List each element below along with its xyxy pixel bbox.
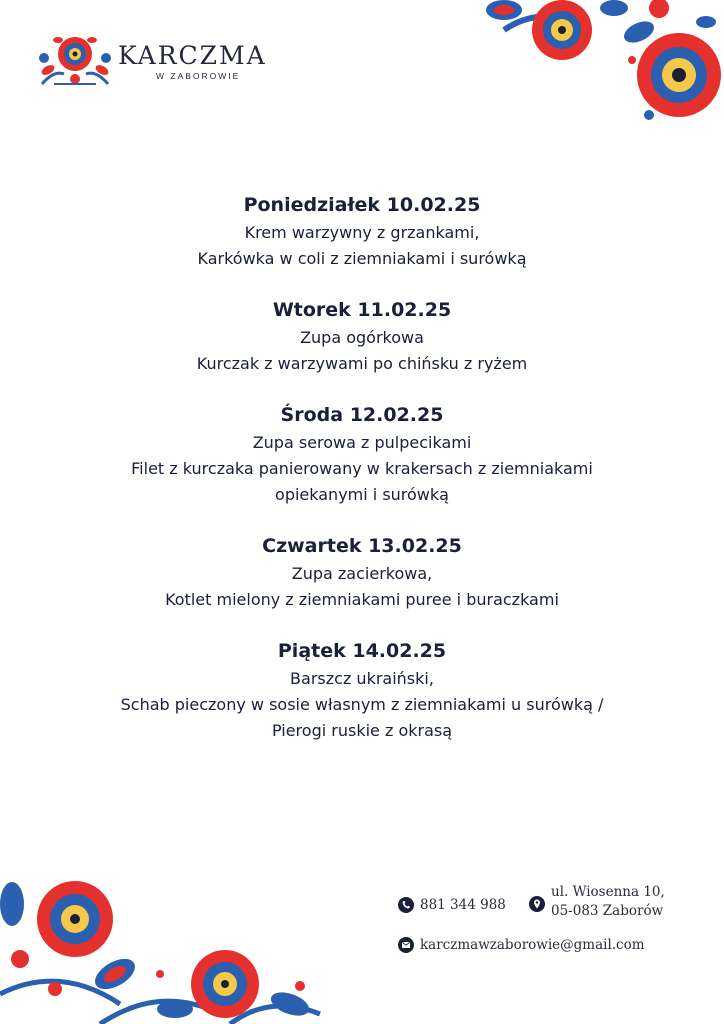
folk-flower-logo-icon <box>34 30 116 88</box>
dish: Pierogi ruskie z okrasą <box>271 721 453 740</box>
phone-icon <box>398 897 414 913</box>
dish: Kurczak z warzywami po chińsku z ryżem <box>196 354 528 373</box>
day-title: Poniedziałek 10.02.25 <box>243 194 481 216</box>
location-pin-icon <box>529 896 545 912</box>
dish: Karkówka w coli z ziemniakami i surówką <box>197 249 527 268</box>
day-title: Środa 12.02.25 <box>280 404 444 426</box>
day-title: Wtorek 11.02.25 <box>272 299 452 321</box>
email-icon <box>398 937 414 953</box>
dish: opiekanymi i surówką <box>275 485 449 504</box>
dish: Kotlet mielony z ziemniakami puree i buraczkami <box>165 590 559 609</box>
menu-day-thursday <box>40 531 684 613</box>
dish: Zupa serowa z pulpecikami <box>252 433 472 452</box>
brand-subtitle: W ZABOROWIE <box>156 71 241 81</box>
menu-day-friday <box>40 636 684 744</box>
menu-day-wednesday <box>40 400 684 508</box>
address-line-2: 05-083 Zaborów <box>551 903 664 919</box>
logo <box>34 30 284 90</box>
folk-floral-decoration-bottom-icon <box>0 874 340 1024</box>
menu-day-tuesday <box>40 295 684 377</box>
brand-name: KARCZMA <box>118 41 267 70</box>
folk-floral-decoration-top-icon <box>474 0 724 125</box>
phone-number[interactable]: 881 344 988 <box>420 897 506 913</box>
weekly-menu <box>40 190 684 767</box>
address-line-1: ul. Wiosenna 10, <box>551 884 665 900</box>
dish: Barszcz ukraiński, <box>290 669 434 688</box>
day-title: Czwartek 13.02.25 <box>262 535 462 557</box>
email-address[interactable]: karczmawzaborowie@gmail.com <box>420 937 645 953</box>
dish: Krem warzywny z grzankami, <box>244 223 480 242</box>
dish: Zupa ogórkowa <box>300 328 424 347</box>
dish: Schab pieczony w sosie własnym z ziemniakami u surówką / <box>120 695 604 714</box>
dish: Zupa zacierkowa, <box>291 564 433 583</box>
menu-day-monday <box>40 190 684 272</box>
day-title: Piątek 14.02.25 <box>277 640 447 662</box>
dish: Filet z kurczaka panierowany w krakersach z ziemniakami <box>131 459 593 478</box>
